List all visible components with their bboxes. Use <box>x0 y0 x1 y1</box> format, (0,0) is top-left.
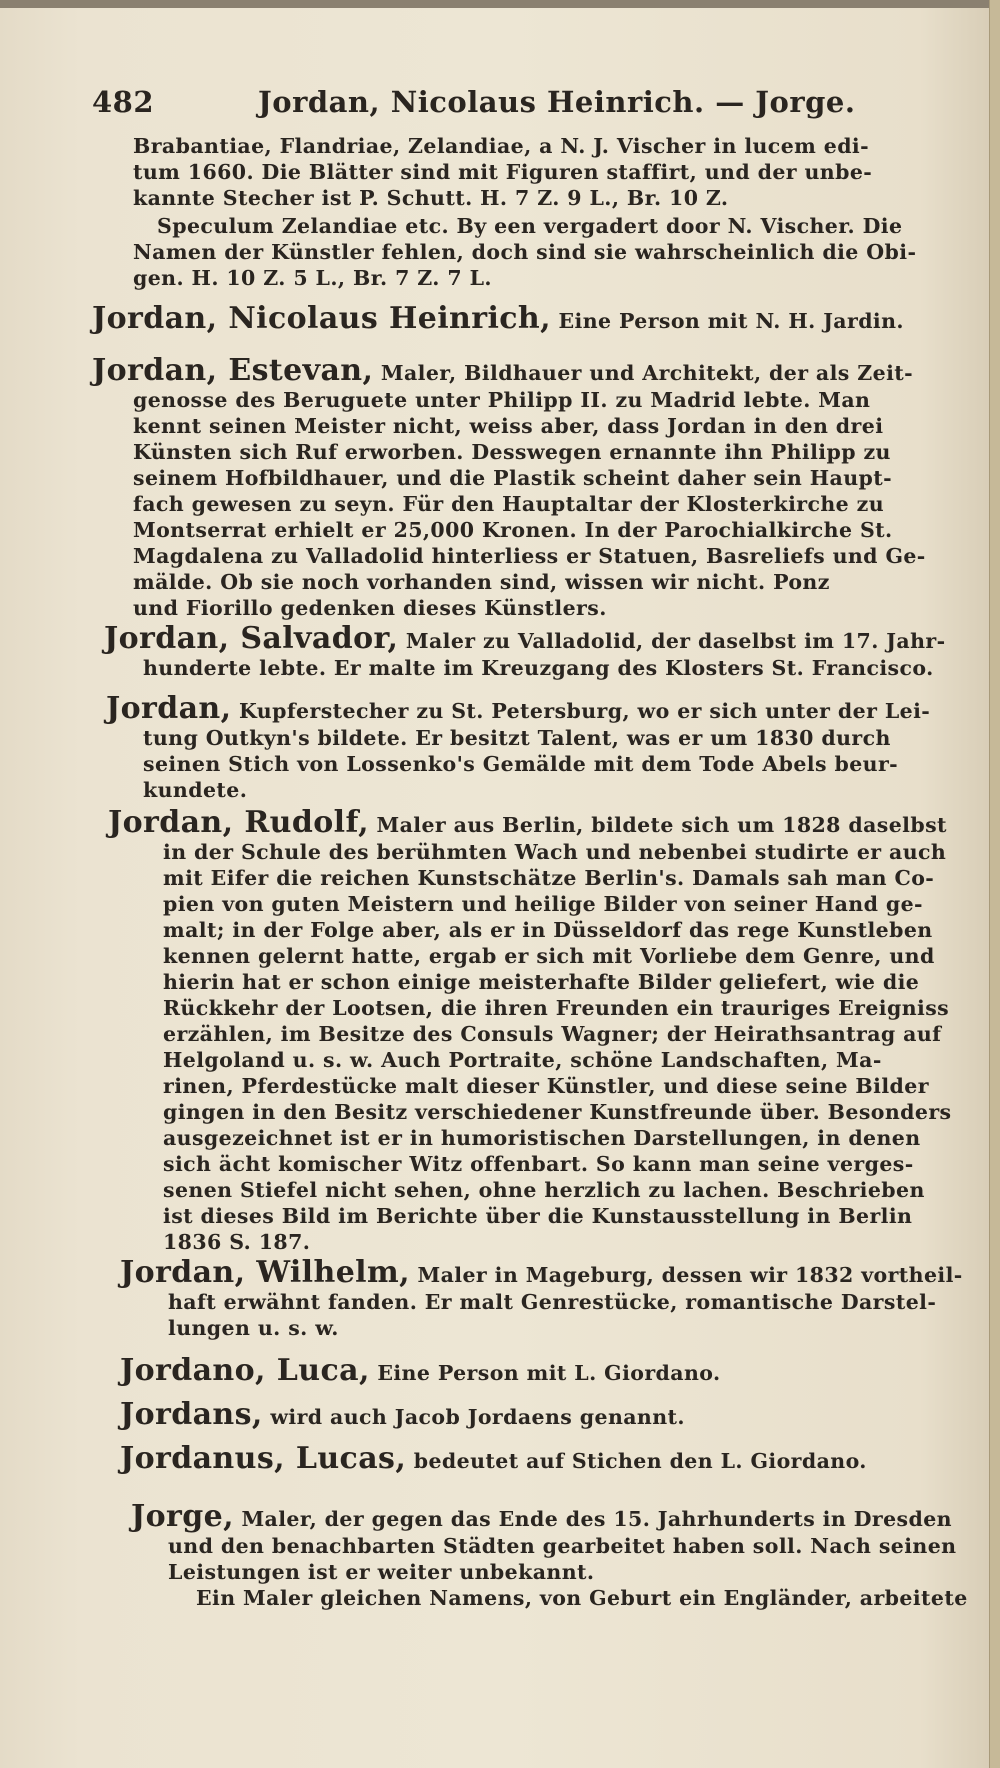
running-title: Jordan, Nicolaus Heinrich. — Jorge. <box>258 85 856 119</box>
text-line: rinen, Pferdestücke malt dieser Künstler, und diese seine Bilder <box>163 1074 929 1098</box>
text-line: in der Schule des berühmten Wach und nebenbei studirte er auch <box>163 840 947 864</box>
text-line: Brabantiae, Flandriae, Zelandiae, a N. J. Vischer in lucem edi- <box>133 134 870 158</box>
text-line: haft erwähnt fanden. Er malt Genrestücke, romantische Darstel- <box>168 1290 937 1314</box>
entry-heading: Jordan, Salvador, <box>104 621 399 656</box>
text-line: 1836 S. 187. <box>163 1230 311 1254</box>
text-line: kennen gelernt hatte, ergab er sich mit Vorliebe dem Genre, und <box>163 944 935 968</box>
text-line: kannte Stecher ist P. Schutt. H. 7 Z. 9 L., Br. 10 Z. <box>133 186 729 210</box>
entry-heading: Jordan, Nicolaus Heinrich, <box>92 301 551 336</box>
text-line: malt; in der Folge aber, als er in Düsseldorf das rege Kunstleben <box>163 918 933 942</box>
text-line: seinem Hofbildhauer, und die Plastik scheint daher sein Haupt- <box>133 466 893 490</box>
text-line: hunderte lebte. Er malte im Kreuzgang des Klosters St. Francisco. <box>143 656 934 680</box>
text-line: tung Outkyn's bildete. Er besitzt Talent, was er um 1830 durch <box>143 726 891 750</box>
text-line: Namen der Künstler fehlen, doch sind sie wahrscheinlich die Obi- <box>133 240 917 264</box>
entry-text: Eine Person mit N. H. Jardin. <box>558 309 904 333</box>
text-line: Leistungen ist er weiter unbekannt. <box>168 1560 595 1584</box>
text-line: erzählen, im Besitze des Consuls Wagner; der Heirathsantrag auf <box>163 1022 942 1046</box>
page-top-edge <box>0 0 1000 8</box>
entry-text: Maler, Bildhauer und Architekt, der als Zeit- <box>380 361 914 385</box>
entry-text: Kupferstecher zu St. Petersburg, wo er sich unter der Lei- <box>239 699 931 723</box>
entry-heading: Jordan, Estevan, <box>92 353 374 388</box>
entry-heading: Jorge, <box>131 1499 234 1534</box>
entry-text: Eine Person mit L. Giordano. <box>377 1361 721 1385</box>
text-line: und den benachbarten Städten gearbeitet haben soll. Nach seinen <box>168 1534 957 1558</box>
text-line: mit Eifer die reichen Kunstschätze Berlin's. Damals sah man Co- <box>163 866 935 890</box>
text-line: gen. H. 10 Z. 5 L., Br. 7 Z. 7 L. <box>133 266 492 290</box>
text-line: Helgoland u. s. w. Auch Portraite, schöne Landschaften, Ma- <box>163 1048 882 1072</box>
text-line: mälde. Ob sie noch vorhanden sind, wissen wir nicht. Ponz <box>133 570 830 594</box>
text-line: lungen u. s. w. <box>168 1316 339 1340</box>
text-line: kundete. <box>143 778 248 802</box>
page-edge <box>989 0 1000 1768</box>
text-line: ausgezeichnet ist er in humoristischen Darstellungen, in denen <box>163 1126 921 1150</box>
entry-heading: Jordan, Wilhelm, <box>120 1255 410 1290</box>
text-line: ist dieses Bild im Berichte über die Kunstausstellung in Berlin <box>163 1204 913 1228</box>
entry-text: Maler, der gegen das Ende des 15. Jahrhunderts in Dresden <box>241 1507 952 1531</box>
entry-heading: Jordan, Rudolf, <box>108 805 369 840</box>
text-line: seinen Stich von Lossenko's Gemälde mit dem Tode Abels beur- <box>143 752 899 776</box>
entry-text: bedeutet auf Stichen den L. Giordano. <box>413 1449 867 1473</box>
text-line: tum 1660. Die Blätter sind mit Figuren staffirt, und der unbe- <box>133 160 873 184</box>
running-head <box>0 76 1000 128</box>
text-line: senen Stiefel nicht sehen, ohne herzlich zu lachen. Beschrieben <box>163 1178 925 1202</box>
text-line: fach gewesen zu seyn. Für den Hauptaltar der Klosterkirche zu <box>133 492 884 516</box>
text-line: kennt seinen Meister nicht, weiss aber, dass Jordan in den drei <box>133 414 884 438</box>
page-number: 482 <box>92 85 155 119</box>
text-line: sich ächt komischer Witz offenbart. So kann man seine verges- <box>163 1152 914 1176</box>
entry-text: Maler aus Berlin, bildete sich um 1828 daselbst <box>376 813 947 837</box>
text-line: Speculum Zelandiae etc. By een vergadert door N. Vischer. Die <box>157 214 903 238</box>
entry-text: Maler in Mageburg, dessen wir 1832 vortheil- <box>417 1263 963 1287</box>
entry-text: Maler zu Valladolid, der daselbst im 17. Jahr- <box>405 629 946 653</box>
text-line: und Fiorillo gedenken dieses Künstlers. <box>133 596 607 620</box>
text-line: pien von guten Meistern und heilige Bilder von seiner Hand ge- <box>163 892 923 916</box>
entry-heading: Jordano, Luca, <box>120 1353 370 1388</box>
text-line: Magdalena zu Valladolid hinterliess er Statuen, Basreliefs und Ge- <box>133 544 926 568</box>
text-line: Rückkehr der Lootsen, die ihren Freunden ein trauriges Ereigniss <box>163 996 950 1020</box>
text-line: genosse des Beruguete unter Philipp II. zu Madrid lebte. Man <box>133 388 871 412</box>
text-line: hierin hat er schon einige meisterhafte Bilder geliefert, wie die <box>163 970 920 994</box>
text-line: Ein Maler gleichen Namens, von Geburt ein Engländer, arbeitete <box>196 1586 968 1610</box>
text-line: gingen in den Besitz verschiedener Kunstfreunde über. Besonders <box>163 1100 952 1124</box>
entry-heading: Jordanus, Lucas, <box>120 1441 407 1476</box>
entry-heading: Jordans, <box>120 1397 263 1432</box>
entry-text: wird auch Jacob Jordaens genannt. <box>270 1405 685 1429</box>
entry-heading: Jordan, <box>106 691 232 726</box>
text-line: Künsten sich Ruf erworben. Desswegen ernannte ihn Philipp zu <box>133 440 891 464</box>
text-line: Montserrat erhielt er 25,000 Kronen. In der Parochialkirche St. <box>133 518 893 542</box>
